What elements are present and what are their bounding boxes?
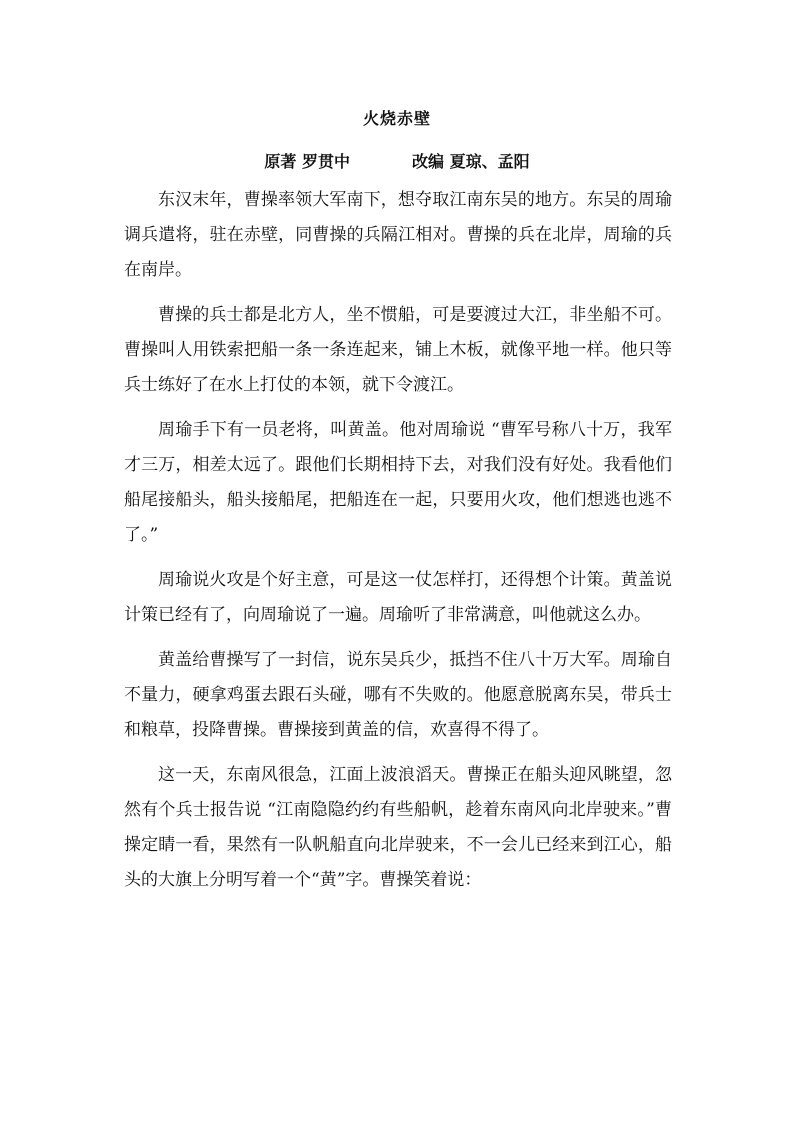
paragraph-4: 周瑜说火攻是个好主意，可是这一仗怎样打，还得想个计策。黄盖说计策已经有了，向周瑜说了一遍。周瑜听了非常满意，叫他就这么办。	[124, 570, 672, 625]
byline-adapters: 改编 夏琼、孟阳	[412, 152, 530, 171]
paragraph-1: 东汉末年，曹操率领大军南下，想夺取江南东吴的地方。东吴的周瑜调兵遣将，驻在赤壁，同曹操的兵隔江相对。曹操的兵在北岸，周瑜的兵在南岸。	[124, 190, 672, 280]
paragraph-3: 周瑜手下有一员老将，叫黄盖。他对周瑜说 “曹军号称八十万，我军才三万，相差太远了。跟他们长期相持下去，对我们没有好处。我看他们船尾接船头，船头接船尾，把船连在一起，只要用火攻，他们想逃也逃不了。”	[124, 420, 672, 545]
document-byline	[0, 149, 794, 172]
paragraph-5: 黄盖给曹操写了一封信，说东吴兵少，抵挡不住八十万大军。周瑜自不量力，硬拿鸡蛋去跟石头碰，哪有不失败的。他愿意脱离东吴，带兵士和粮草，投降曹操。曹操接到黄盖的信，欢喜得不得了。	[124, 650, 672, 740]
document-body	[124, 183, 672, 908]
byline-original-author: 原著 罗贯中	[264, 152, 350, 171]
document-title: 火烧赤壁	[362, 109, 431, 128]
paragraph-2: 曹操的兵士都是北方人，坐不惯船，可是要渡过大江，非坐船不可。曹操叫人用铁索把船一条一条连起来，铺上木板，就像平地一样。他只等兵士练好了在水上打仗的本领，就下令渡江。	[124, 305, 672, 395]
paragraph-6: 这一天，东南风很急，江面上波浪滔天。曹操正在船头迎风眺望，忽然有个兵士报告说 “江南隐隐约约有些船帆，趁着东南风向北岸驶来。”曹操定睛一看，果然有一队帆船直向北岸驶来，不一会儿已经来到江心，船头的大旗上分明写着一个“黄”字。曹操笑着说：	[124, 765, 672, 890]
